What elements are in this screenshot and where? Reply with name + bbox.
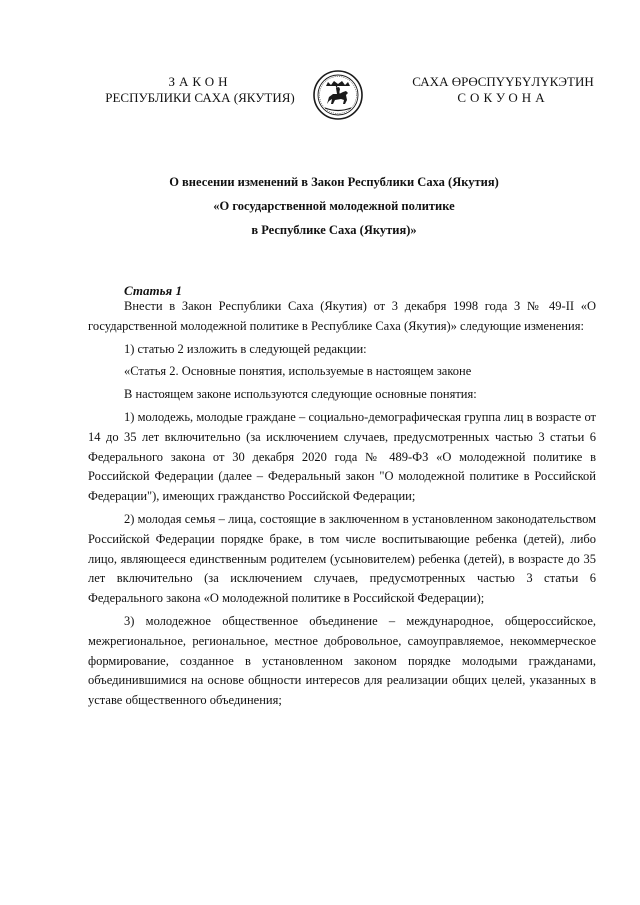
title-line-3: в Республике Саха (Якутия)» bbox=[251, 223, 417, 237]
paragraph: «Статья 2. Основные понятия, используемые в настоящем законе bbox=[124, 364, 472, 379]
paragraph: 2) молодая семья – лица, состоящие в заключенном в установленном законодательством Российской Федерации порядке браке, в том числе воспитывающие ребенка (детей), либо лицо, являющееся единственным родителем (усыновителем) ребенка (детей), в возрасте до 35 лет включительно (за исключением случаев, предусмотренных частью 3 статьи 6 Федерального закона «О молодежной политике в Российской Федерации); bbox=[88, 511, 596, 606]
article-heading: Статья 1 bbox=[124, 283, 182, 298]
law-title bbox=[60, 170, 608, 242]
paragraph: Внести в Закон Республики Саха (Якутия) от 3 декабря 1998 года З № 49-II «О государственной молодежной политике в Республике Саха (Якутия)» следующие изменения: bbox=[88, 299, 596, 333]
paragraph: 1) молодежь, молодые граждане – социально-демографическая группа лиц в возрасте от 14 до 35 лет включительно (за исключением случаев, предусмотренных частью 3 статьи 6 Федерального закона от 30 декабря 2020 года № 489-ФЗ «О молодежной политике в Российской Федерации (далее – Федеральный закон "О молодежной политике в Российской Федерации"), имеющих гражданство Российской Федерации; bbox=[88, 409, 596, 504]
header-republic-label: РЕСПУБЛИКИ САХА (ЯКУТИЯ) bbox=[105, 90, 295, 105]
title-line-1: О внесении изменений в Закон Республики Саха (Якутия) bbox=[169, 175, 499, 189]
title-line-2: «О государственной молодежной политике bbox=[213, 199, 455, 213]
article-body bbox=[88, 297, 596, 711]
paragraph: 3) молодежное общественное объединение – международное, общероссийское, межрегиональное, региональное, местное добровольное, самоуправляемое, некоммерческое формирование, созданное в установленном законом порядке молодыми гражданами, объединившимися на основе общности интересов для реализации общих целей, указанных в уставе общественного объединения; bbox=[88, 613, 596, 708]
header-law-label: ЗАКОН bbox=[168, 74, 232, 89]
header-yakut-republic-label: САХА ӨРӨСПҮҮБҮЛҮКЭТИН bbox=[412, 74, 594, 89]
law-header-russian bbox=[90, 74, 310, 106]
header-yakut-law-label: СОКУОНА bbox=[457, 90, 549, 105]
coat-of-arms-sakha-icon bbox=[313, 70, 363, 120]
paragraph: В настоящем законе используются следующие основные понятия: bbox=[124, 387, 477, 402]
law-header-yakut bbox=[398, 74, 608, 106]
paragraph: 1) статью 2 изложить в следующей редакции: bbox=[124, 341, 367, 356]
